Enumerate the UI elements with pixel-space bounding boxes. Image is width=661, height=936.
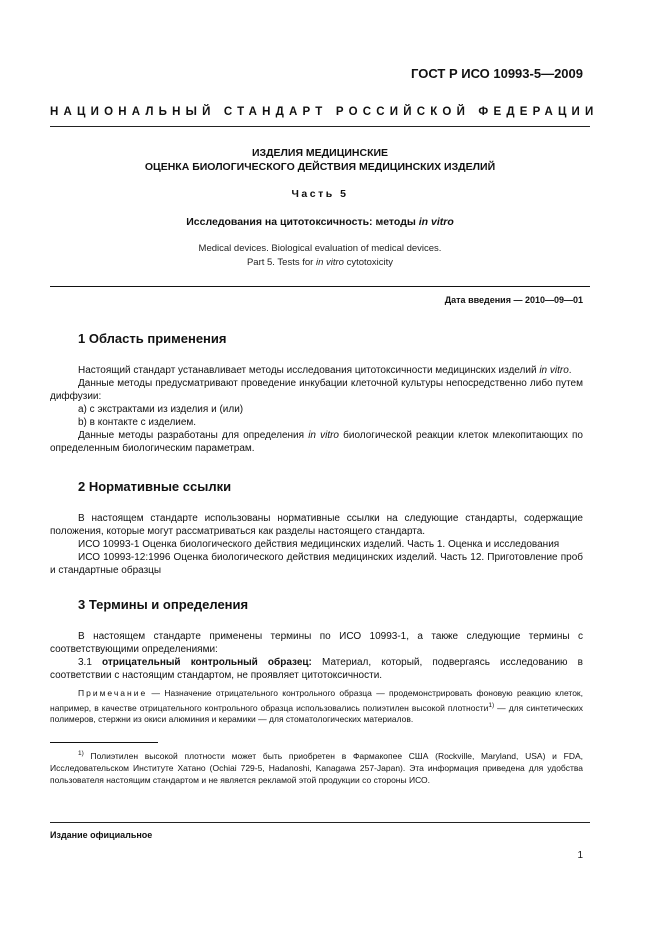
english-title-prefix: Part 5. Tests for xyxy=(246,257,316,268)
page-number: 1 xyxy=(577,850,583,861)
list-item: b) в контакте с изделием. xyxy=(78,417,197,428)
subtitle xyxy=(50,216,590,228)
paragraph xyxy=(50,429,583,455)
note-text: — для синтетических полимеров, стержни из окиси алюминия и керамики — для стоматологических материалов. xyxy=(50,702,583,724)
title-divider xyxy=(50,286,590,287)
list-item: a) с экстрактами из изделия и (или) xyxy=(78,404,244,415)
section-heading: 3 Термины и определения xyxy=(78,597,249,612)
note xyxy=(50,688,583,725)
reference-entry: ИСО 10993-12:1996 Оценка биологического действия медицинских изделий. Часть 12. Приготовление проб и стандартные образцы xyxy=(50,552,583,576)
introduction-date: Дата введения — 2010—09—01 xyxy=(444,295,583,305)
note-text: — Назначение отрицательного контрольного образца — продемонстрировать фоновую реакцию клеток, например, в качестве отрицательного контрольного образца использовались полиэтилен высокой плотности xyxy=(50,688,583,713)
section-heading: 2 Нормативные ссылки xyxy=(78,479,232,494)
footnote-text: Полиэтилен высокой плотности может быть приобретен в Фармакопее США (Rockville, Maryland, USA) и FDA, Исследовательском Институте Хатано (Ochiai 729-5, Hadanoshi, Kanagawa 257-Japan). Эта информация приведена для удобства пользователя настоящим стандартом и не является рекламой этой продукции со стороны ИСО. xyxy=(50,750,583,785)
english-title-suffix: cytotoxicity xyxy=(343,257,394,268)
english-title xyxy=(50,242,590,270)
title-line-2: ОЦЕНКА БИОЛОГИЧЕСКОГО ДЕЙСТВИЯ МЕДИЦИНСКИХ ИЗДЕЛИЙ xyxy=(144,161,496,173)
paragraph: В настоящем стандарте применены термины по ИСО 10993-1, а также следующие термины с соответствующими определениями: xyxy=(50,631,583,655)
subtitle-italic: in vitro xyxy=(418,216,454,228)
top-divider xyxy=(50,126,590,127)
english-title-line-2 xyxy=(50,256,590,270)
footer-divider xyxy=(50,822,590,823)
section-body xyxy=(50,364,583,455)
paragraph-text: Данные методы разработаны для определения xyxy=(78,430,309,441)
document-code: ГОСТ Р ИСО 10993-5—2009 xyxy=(411,66,583,81)
footnote-marker: 1) xyxy=(488,701,495,709)
footnote xyxy=(50,748,583,786)
paragraph-italic: in vitro xyxy=(539,365,569,376)
paragraph-text: Настоящий стандарт устанавливает методы исследования цитотоксичности медицинских изделий xyxy=(78,365,540,376)
section-body xyxy=(50,512,583,577)
part-label: Часть 5 xyxy=(291,188,349,200)
paragraph-end: . xyxy=(568,365,572,376)
section-normative-references xyxy=(50,478,583,577)
title-block xyxy=(50,146,590,270)
section-terms xyxy=(50,596,583,725)
section-heading: 1 Область применения xyxy=(78,331,227,346)
term-number: 3.1 xyxy=(78,657,103,668)
section-body xyxy=(50,630,583,725)
paragraph: Данные методы предусматривают проведение инкубации клеточной культуры непосредственно либо путем диффузии: xyxy=(50,378,583,402)
term-name: отрицательный контрольный образец: xyxy=(102,657,312,668)
paragraph-italic: in vitro xyxy=(308,430,339,441)
english-title-line-1: Medical devices. Biological evaluation of medical devices. xyxy=(198,243,442,254)
title-line-1: ИЗДЕЛИЯ МЕДИЦИНСКИЕ xyxy=(251,147,389,159)
national-standard-banner: НАЦИОНАЛЬНЫЙ СТАНДАРТ РОССИЙСКОЙ ФЕДЕРАЦИИ xyxy=(50,106,599,118)
english-title-italic: in vitro xyxy=(315,257,344,268)
term-definition xyxy=(50,656,583,682)
paragraph xyxy=(50,364,583,377)
note-label: Примечание xyxy=(78,688,148,698)
paragraph-end: биологической реакции клеток млекопитающих по определенным биологическим параметрам. xyxy=(50,430,583,454)
paragraph: В настоящем стандарте использованы нормативные ссылки на следующие стандарты, содержащие положения, которые могут рассматриваться как разделы настоящего стандарта. xyxy=(50,513,583,537)
section-scope xyxy=(50,330,583,455)
footnote-divider xyxy=(50,742,158,743)
reference-entry: ИСО 10993-1 Оценка биологического действия медицинских изделий. Часть 1. Оценка и исследования xyxy=(78,539,560,550)
term-text: Материал, который, подвергаясь исследованию в соответствии с настоящим стандартом, не проявляет цитотоксичности. xyxy=(50,657,583,681)
edition-label: Издание официальное xyxy=(50,830,153,840)
footnote-marker: 1) xyxy=(78,750,84,757)
subtitle-text: Исследования на цитотоксичность: методы xyxy=(186,216,419,228)
